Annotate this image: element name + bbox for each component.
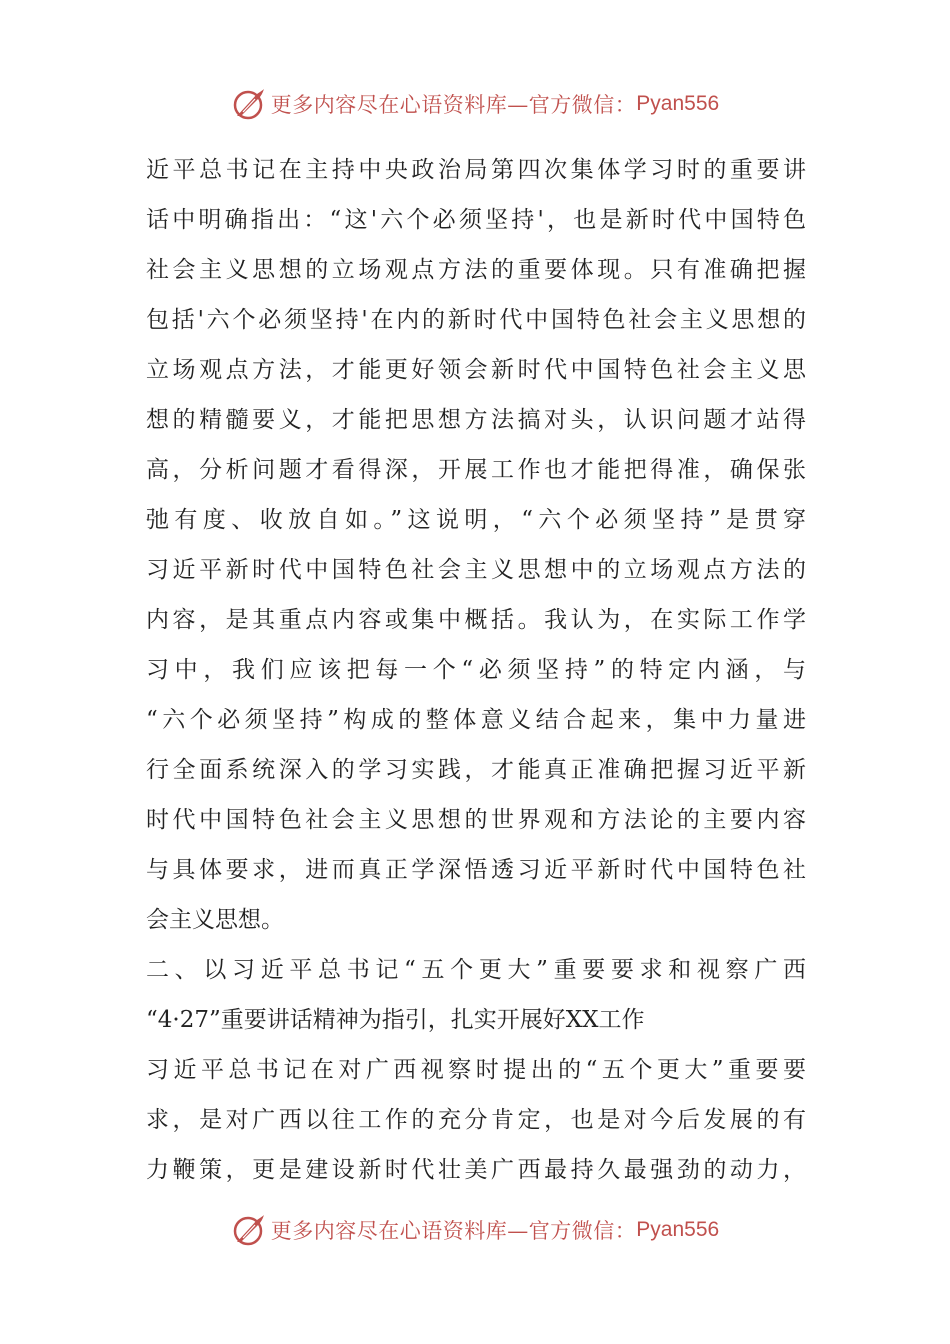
banner-wechat-id: Pyan556 — [636, 92, 720, 115]
banner-text: 更多内容尽在心语资料库—官方微信： — [270, 93, 637, 117]
text-line: 习近平总书记在对广西视察时提出的“五个更大”重要要 — [146, 1057, 806, 1083]
text-line: 行全面系统深入的学习实践，才能真正准确把握习近平新 — [146, 757, 806, 783]
text-line: 近平总书记在主持中央政治局第四次集体学习时的重要讲 — [146, 157, 806, 183]
text-line: 内容，是其重点内容或集中概括。我认为，在实际工作学 — [146, 607, 806, 633]
text-line: “六个必须坚持”构成的整体意义结合起来，集中力量进 — [146, 707, 806, 733]
text-line: 习中，我们应该把每一个“必须坚持”的特定内涵，与 — [146, 657, 806, 683]
banner-text: 更多内容尽在心语资料库—官方微信： — [270, 1219, 637, 1243]
text-line: 社会主义思想的立场观点方法的重要体现。只有准确把握 — [146, 257, 806, 283]
quill-pen-logo-icon — [231, 86, 267, 122]
text-line: 想的精髓要义，才能把思想方法搞对头，认识问题才站得 — [146, 407, 806, 433]
header-banner — [0, 84, 950, 124]
text-line: 与具体要求，进而真正学深悟透习近平新时代中国特色社 — [146, 857, 806, 883]
text-line: 话中明确指出：“这'六个必须坚持'，也是新时代中国特色 — [146, 207, 806, 233]
section-heading-line: “4·27”重要讲话精神为指引，扎实开展好XX工作 — [146, 1007, 645, 1033]
text-line: 习近平新时代中国特色社会主义思想中的立场观点方法的 — [146, 557, 806, 583]
text-line: 力鞭策，更是建设新时代壮美广西最持久最强劲的动力， — [146, 1157, 806, 1183]
text-line: 会主义思想。 — [146, 907, 284, 933]
text-line: 求，是对广西以往工作的充分肯定，也是对今后发展的有 — [146, 1107, 806, 1133]
text-line: 弛有度、收放自如。”这说明，“六个必须坚持”是贯穿 — [146, 507, 806, 533]
footer-banner — [0, 1210, 950, 1250]
section-heading-line: 二、以习近平总书记“五个更大”重要要求和视察广西 — [146, 957, 806, 983]
text-line: 包括'六个必须坚持'在内的新时代中国特色社会主义思想的 — [146, 307, 806, 333]
text-line: 立场观点方法，才能更好领会新时代中国特色社会主义思 — [146, 357, 806, 383]
banner-wechat-id: Pyan556 — [636, 1218, 720, 1241]
text-line: 高，分析问题才看得深，开展工作也才能把得准，确保张 — [146, 457, 806, 483]
quill-pen-logo-icon — [231, 1212, 267, 1248]
document-body — [146, 145, 806, 1195]
text-line: 时代中国特色社会主义思想的世界观和方法论的主要内容 — [146, 807, 806, 833]
